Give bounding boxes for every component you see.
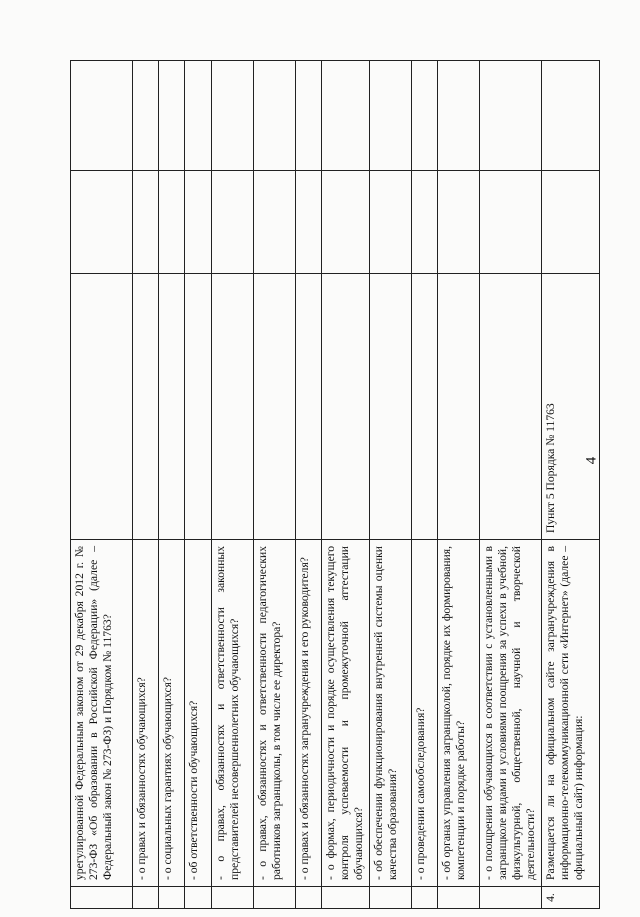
row-number-cell — [253, 887, 295, 909]
table-row — [185, 61, 211, 909]
table-row — [295, 61, 321, 909]
table-row — [211, 61, 253, 909]
answer-cell — [159, 171, 185, 274]
legal-basis-cell — [71, 274, 133, 540]
question-cell: - о поощрении обучающихся в соответствии с установленными в загранщколе видами и условиями поощрения за успехи в учебной, физкультурной, общественной, научной и творческой деятельности? — [479, 540, 541, 887]
answer-cell — [211, 171, 253, 274]
legal-basis-cell — [185, 274, 211, 540]
table-row — [321, 61, 369, 909]
answer-cell — [133, 171, 159, 274]
row-number-cell — [411, 887, 437, 909]
answer-cell — [411, 171, 437, 274]
row-number-cell — [321, 887, 369, 909]
comment-cell — [541, 61, 599, 171]
legal-basis-cell: Пункт 5 Порядка № 11763 — [541, 274, 599, 540]
question-cell: - о социальных гарантиях обучающихся? — [159, 540, 185, 887]
page-number: 4 — [583, 456, 600, 465]
table-row — [159, 61, 185, 909]
answer-cell — [321, 171, 369, 274]
answer-cell — [185, 171, 211, 274]
answer-cell — [369, 171, 411, 274]
answer-cell — [253, 171, 295, 274]
row-number-cell — [479, 887, 541, 909]
legal-basis-cell — [479, 274, 541, 540]
comment-cell — [369, 61, 411, 171]
comment-cell — [211, 61, 253, 171]
row-number-cell — [437, 887, 479, 909]
comment-cell — [295, 61, 321, 171]
comment-cell — [159, 61, 185, 171]
question-cell: Размещается ли на официальном сайте загранучреждения в информационно-телекоммуникационной сети «Интернет» (далее – официальный сайт) информация: — [541, 540, 599, 887]
table-row — [133, 61, 159, 909]
comment-cell — [411, 61, 437, 171]
legal-basis-cell — [295, 274, 321, 540]
question-cell: - об ответственности обучающихся? — [185, 540, 211, 887]
row-number-cell — [185, 887, 211, 909]
row-number-cell — [133, 887, 159, 909]
question-cell: урегулированной Федеральным законом от 29 декабря 2012 г. № 273-ФЗ «Об образовании в Российской Федерации» (далее – Федеральный закон № 273-ФЗ) и Порядком № 11763? — [71, 540, 133, 887]
question-cell: - об органах управления загранщколой, порядке их формирования, компетенции и порядке работы? — [437, 540, 479, 887]
legal-basis-cell — [437, 274, 479, 540]
question-cell: - об обеспечении функционирования внутренней системы оценки качества образования? — [369, 540, 411, 887]
question-cell: - о правах, обязанностях и ответственности педагогических работников загранщколы, в том числе ее директора? — [253, 540, 295, 887]
table-row — [253, 61, 295, 909]
comment-cell — [479, 61, 541, 171]
legal-basis-cell — [133, 274, 159, 540]
table-row — [541, 61, 599, 909]
row-number-cell — [71, 887, 133, 909]
legal-basis-cell — [253, 274, 295, 540]
row-number-cell — [159, 887, 185, 909]
row-number-cell: 4. — [541, 887, 599, 909]
row-number-cell — [369, 887, 411, 909]
table-row — [479, 61, 541, 909]
answer-cell — [479, 171, 541, 274]
row-number-cell — [211, 887, 253, 909]
table-row — [71, 61, 133, 909]
question-cell: - о формах, периодичности и порядке осуществления текущего контроля успеваемости и промежуточной аттестации обучающихся? — [321, 540, 369, 887]
legal-basis-cell — [369, 274, 411, 540]
question-cell: - о правах, обязанностях и ответственности законных представителей несовершеннолетних обучающихся? — [211, 540, 253, 887]
comment-cell — [133, 61, 159, 171]
answer-cell — [541, 171, 599, 274]
comment-cell — [71, 61, 133, 171]
answer-cell — [71, 171, 133, 274]
comment-cell — [253, 61, 295, 171]
table-row — [369, 61, 411, 909]
checklist-table-rotated — [70, 61, 600, 909]
legal-basis-cell — [211, 274, 253, 540]
comment-cell — [321, 61, 369, 171]
comment-cell — [437, 61, 479, 171]
legal-basis-cell — [321, 274, 369, 540]
comment-cell — [185, 61, 211, 171]
answer-cell — [437, 171, 479, 274]
question-cell: - о проведении самообследования? — [411, 540, 437, 887]
table-row — [437, 61, 479, 909]
checklist-table — [70, 60, 600, 909]
row-number-cell — [295, 887, 321, 909]
answer-cell — [295, 171, 321, 274]
legal-basis-cell — [159, 274, 185, 540]
legal-basis-cell — [411, 274, 437, 540]
table-row — [411, 61, 437, 909]
question-cell: - о правах и обязанностях обучающихся? — [133, 540, 159, 887]
question-cell: - о правах и обязанностях загранучреждения и его руководителя? — [295, 540, 321, 887]
